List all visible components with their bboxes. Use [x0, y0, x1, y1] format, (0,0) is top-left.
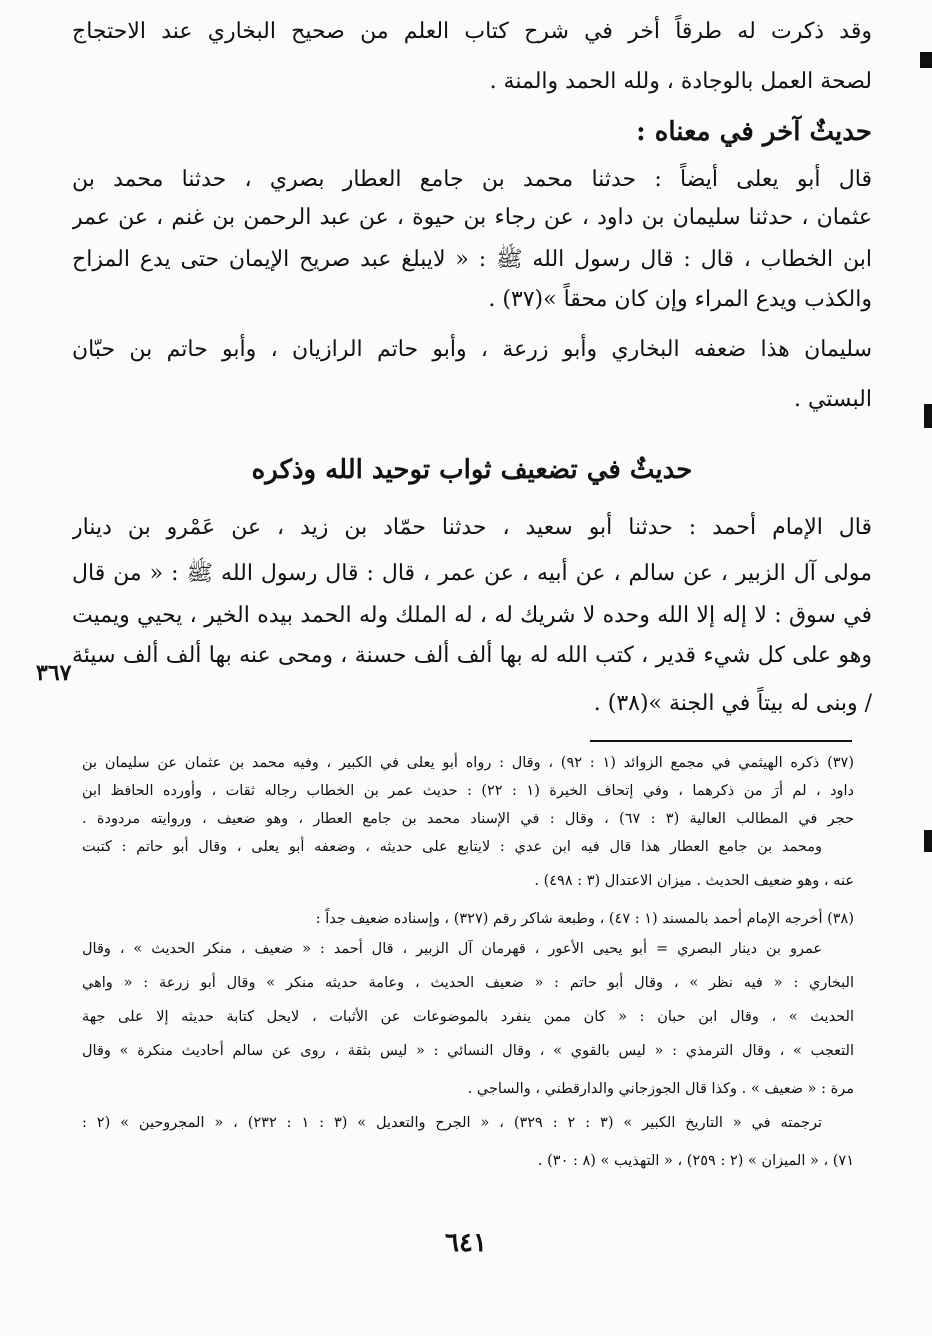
scan-edge-mark: [924, 830, 932, 852]
footnote-line: ٧١) ، « الميزان » (٢ : ٢٥٩) ، « التهذيب » (٨ : ٣٠) .: [537, 1153, 854, 1169]
body-line: لصحة العمل بالوجادة ، ولله الحمد والمنة .: [489, 69, 872, 94]
margin-page-number: ٣٦٧: [36, 660, 72, 686]
body-line: عثمان ، حدثنا سليمان بن داود ، عن رجاء بن حيوة ، عن عبد الرحمن بن غنم ، عن عمر: [72, 205, 872, 230]
body-line: ابن الخطاب ، قال : قال رسول الله ﷺ : « لايبلغ عبد صريح الإيمان حتى يدع المزاح: [72, 247, 872, 272]
body-line: قال الإمام أحمد : حدثنا أبو سعيد ، حدثنا حمّاد بن زيد ، عن عَمْرو بن دينار: [72, 515, 872, 540]
footnote-line: ترجمته في « التاريخ الكبير » (٣ : ٢ : ٣٢٩) ، « الجرح والتعديل » (٣ : ١ : ٢٣٢) ، « المجروحين » (٢ :: [82, 1115, 822, 1131]
body-line: البستي .: [793, 387, 872, 412]
page-number: ٦٤١: [445, 1228, 487, 1258]
footnote-line: داود ، لم أرَ من ذكرهما ، وفي إتحاف الخيرة (١ : ٢٢) : حديث عمر بن الخطاب رجاله ثقات ، وأورده الحافظ ابن: [82, 783, 854, 799]
footnote-line: التعجب » ، وقال الترمذي : « ليس بالقوي » ، وقال النسائي : « ليس بثقة ، روى عن سالم أحاديث منكرة » وقال: [82, 1043, 854, 1059]
body-line: مولى آل الزبير ، عن سالم ، عن أبيه ، عن عمر ، قال : قال رسول الله ﷺ : « من قال: [72, 561, 872, 586]
section-heading: حديثٌ آخر في معناه :: [636, 117, 872, 147]
body-line: والكذب ويدع المراء وإن كان محقاً »(٣٧) .: [488, 287, 872, 312]
scan-edge-mark: [924, 404, 932, 428]
footnote-line: عنه ، وهو ضعيف الحديث . ميزان الاعتدال (٣ : ٤٩٨) .: [534, 873, 854, 889]
body-line: سليمان هذا ضعفه البخاري وأبو زرعة ، وأبو حاتم الرازيان ، وأبو حاتم بن حبّان: [72, 337, 872, 362]
body-line: وهو على كل شيء قدير ، كتب الله له بها ألف ألف حسنة ، ومحى عنه بها ألف ألف سيئة: [72, 643, 872, 668]
section-heading: حديثٌ في تضعيف ثواب توحيد الله وذكره: [251, 455, 693, 485]
footnote-line: (٣٧) ذكره الهيثمي في مجمع الزوائد (١ : ٩٢) ، وقال : رواه أبو يعلى في الكبير ، وفيه محمد بن عثمان عن سليمان بن: [82, 755, 854, 771]
scan-edge-mark: [920, 52, 932, 68]
footnote-line: الحديث » ، وقال ابن حبان : « كان ممن ينفرد بالموضوعات عن الأثبات ، لايحل كتابة حديثه إلا على جهة: [82, 1009, 854, 1025]
footnote-line: مرة : « ضعيف » . وكذا قال الجوزجاني والدارقطني ، والساجي .: [467, 1081, 854, 1097]
footnote-divider: [590, 740, 852, 742]
body-line: قال أبو يعلى أيضاً : حدثنا محمد بن جامع العطار بصري ، حدثنا محمد بن: [72, 167, 872, 192]
body-line: وقد ذكرت له طرقاً أخر في شرح كتاب العلم من صحيح البخاري عند الاحتجاج: [72, 19, 872, 44]
body-line: / وبنى له بيتاً في الجنة »(٣٨) .: [593, 691, 872, 716]
footnote-line: ومحمد بن جامع العطار هذا قال فيه ابن عدي : لايتابع على حديثه ، وضعفه أبو يعلى ، وقال أبو حاتم : كتبت: [82, 839, 822, 855]
body-line: في سوق : لا إله إلا الله وحده لا شريك له ، له الملك وله الحمد بيده الخير ، يحيي ويميت: [72, 603, 872, 628]
footnote-line: حجر في المطالب العالية (٣ : ٦٧) ، وقال : في الإسناد محمد بن جامع العطار ، وهو ضعيف ، وروايته مردودة .: [82, 811, 854, 827]
footnote-line: (٣٨) أخرجه الإمام أحمد بالمسند (١ : ٤٧) ، وطبعة شاكر رقم (٣٢٧) ، وإسناده ضعيف جداً :: [315, 911, 854, 927]
footnote-line: عمرو بن دينار البصري = أبو يحيى الأعور ، قهرمان آل الزبير ، قال أحمد : « ضعيف ، منكر الحديث » ، وقال: [82, 941, 822, 957]
footnote-line: البخاري : « فيه نظر » ، وقال أبو حاتم : « ضعيف الحديث ، وعامة حديثه منكر » وقال أبو زرعة : « واهي: [82, 975, 854, 991]
